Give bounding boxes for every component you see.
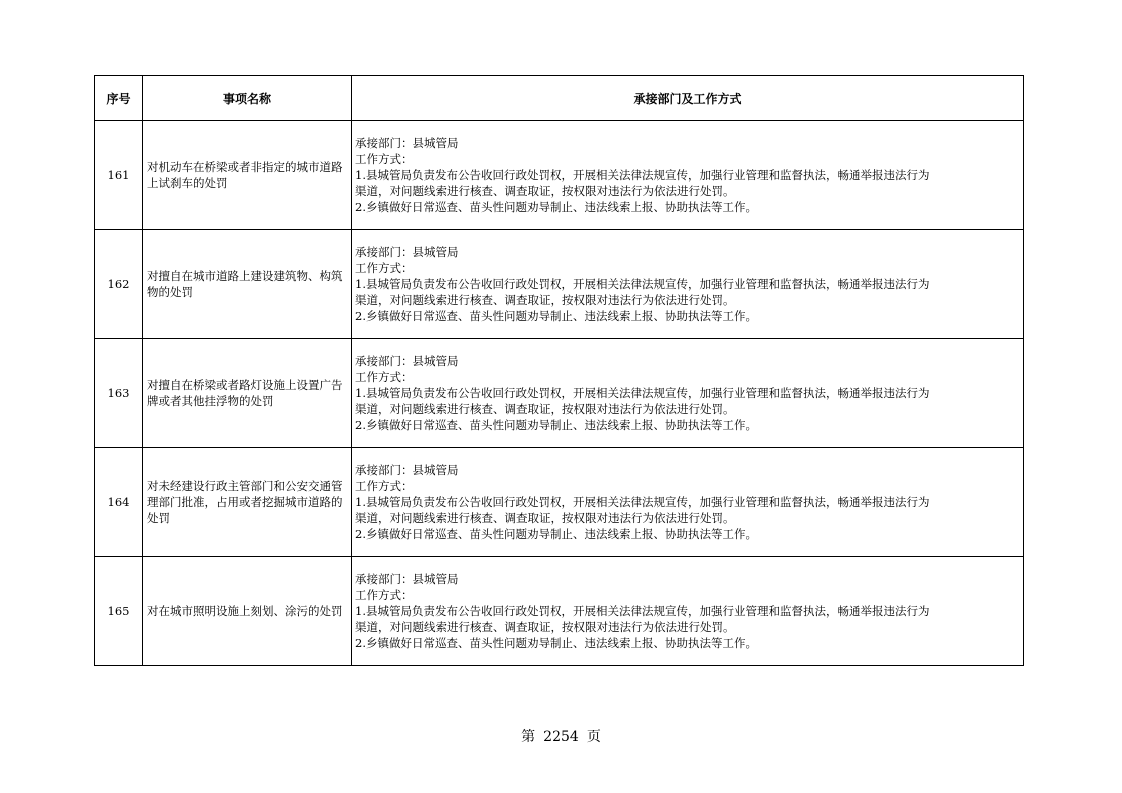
- department-method-cell: [352, 121, 1024, 230]
- page-number-prefix: 第: [521, 729, 536, 745]
- serial-number-cell: 164: [95, 448, 143, 557]
- method-item-1-line-a: 1.县城管局负责发布公告收回行政处罚权，开展相关法律法规宣传，加强行业管理和监督执法，畅通举报违法行为: [355, 604, 930, 618]
- serial-number-cell: 161: [95, 121, 143, 230]
- serial-number-cell: 165: [95, 557, 143, 666]
- item-name-cell: 对擅自在桥梁或者路灯设施上设置广告牌或者其他挂浮物的处罚: [143, 339, 352, 448]
- table-row: [95, 557, 1024, 666]
- method-item-1-line-b: 渠道，对问题线索进行核查、调查取证，按权限对违法行为依法进行处罚。: [355, 402, 735, 416]
- page-number: [0, 726, 1122, 746]
- method-item-2: 2.乡镇做好日常巡查、苗头性问题劝导制止、违法线索上报、协助执法等工作。: [355, 309, 757, 323]
- method-label: 工作方式：: [355, 152, 413, 166]
- department-method-cell: [352, 339, 1024, 448]
- department-method-cell: [352, 448, 1024, 557]
- method-item-1-line-b: 渠道，对问题线索进行核查、调查取证，按权限对违法行为依法进行处罚。: [355, 620, 735, 634]
- matters-table: [94, 75, 1024, 666]
- table-row: [95, 230, 1024, 339]
- method-item-1-line-a: 1.县城管局负责发布公告收回行政处罚权，开展相关法律法规宣传，加强行业管理和监督执法，畅通举报违法行为: [355, 168, 930, 182]
- page-number-value: 2254: [543, 729, 579, 745]
- method-label: 工作方式：: [355, 370, 413, 384]
- serial-number-cell: 162: [95, 230, 143, 339]
- method-item-1-line-b: 渠道，对问题线索进行核查、调查取证，按权限对违法行为依法进行处罚。: [355, 184, 735, 198]
- department-method-cell: [352, 230, 1024, 339]
- department-line: 承接部门：县城管局: [355, 354, 459, 368]
- department-line: 承接部门：县城管局: [355, 245, 459, 259]
- department-method-cell: [352, 557, 1024, 666]
- method-item-2: 2.乡镇做好日常巡查、苗头性问题劝导制止、违法线索上报、协助执法等工作。: [355, 636, 757, 650]
- method-item-1-line-a: 1.县城管局负责发布公告收回行政处罚权，开展相关法律法规宣传，加强行业管理和监督执法，畅通举报违法行为: [355, 386, 930, 400]
- header-department-method: 承接部门及工作方式: [352, 76, 1024, 121]
- item-name-cell: 对未经建设行政主管部门和公安交通管理部门批准，占用或者挖掘城市道路的处罚: [143, 448, 352, 557]
- item-name-cell: 对在城市照明设施上刻划、涂污的处罚: [143, 557, 352, 666]
- header-item-name: 事项名称: [143, 76, 352, 121]
- method-label: 工作方式：: [355, 588, 413, 602]
- department-line: 承接部门：县城管局: [355, 463, 459, 477]
- method-item-1-line-b: 渠道，对问题线索进行核查、调查取证，按权限对违法行为依法进行处罚。: [355, 293, 735, 307]
- table-row: [95, 448, 1024, 557]
- method-label: 工作方式：: [355, 479, 413, 493]
- department-line: 承接部门：县城管局: [355, 136, 459, 150]
- page-number-suffix: 页: [586, 729, 601, 745]
- method-label: 工作方式：: [355, 261, 413, 275]
- header-serial-number: 序号: [95, 76, 143, 121]
- table-header-row: [95, 76, 1024, 121]
- serial-number-cell: 163: [95, 339, 143, 448]
- method-item-1-line-b: 渠道，对问题线索进行核查、调查取证，按权限对违法行为依法进行处罚。: [355, 511, 735, 525]
- table-row: [95, 339, 1024, 448]
- table-row: [95, 121, 1024, 230]
- method-item-2: 2.乡镇做好日常巡查、苗头性问题劝导制止、违法线索上报、协助执法等工作。: [355, 200, 757, 214]
- method-item-1-line-a: 1.县城管局负责发布公告收回行政处罚权，开展相关法律法规宣传，加强行业管理和监督执法，畅通举报违法行为: [355, 277, 930, 291]
- method-item-2: 2.乡镇做好日常巡查、苗头性问题劝导制止、违法线索上报、协助执法等工作。: [355, 418, 757, 432]
- item-name-cell: 对擅自在城市道路上建设建筑物、构筑物的处罚: [143, 230, 352, 339]
- item-name-cell: 对机动车在桥梁或者非指定的城市道路上试刹车的处罚: [143, 121, 352, 230]
- department-line: 承接部门：县城管局: [355, 572, 459, 586]
- method-item-2: 2.乡镇做好日常巡查、苗头性问题劝导制止、违法线索上报、协助执法等工作。: [355, 527, 757, 541]
- method-item-1-line-a: 1.县城管局负责发布公告收回行政处罚权，开展相关法律法规宣传，加强行业管理和监督执法，畅通举报违法行为: [355, 495, 930, 509]
